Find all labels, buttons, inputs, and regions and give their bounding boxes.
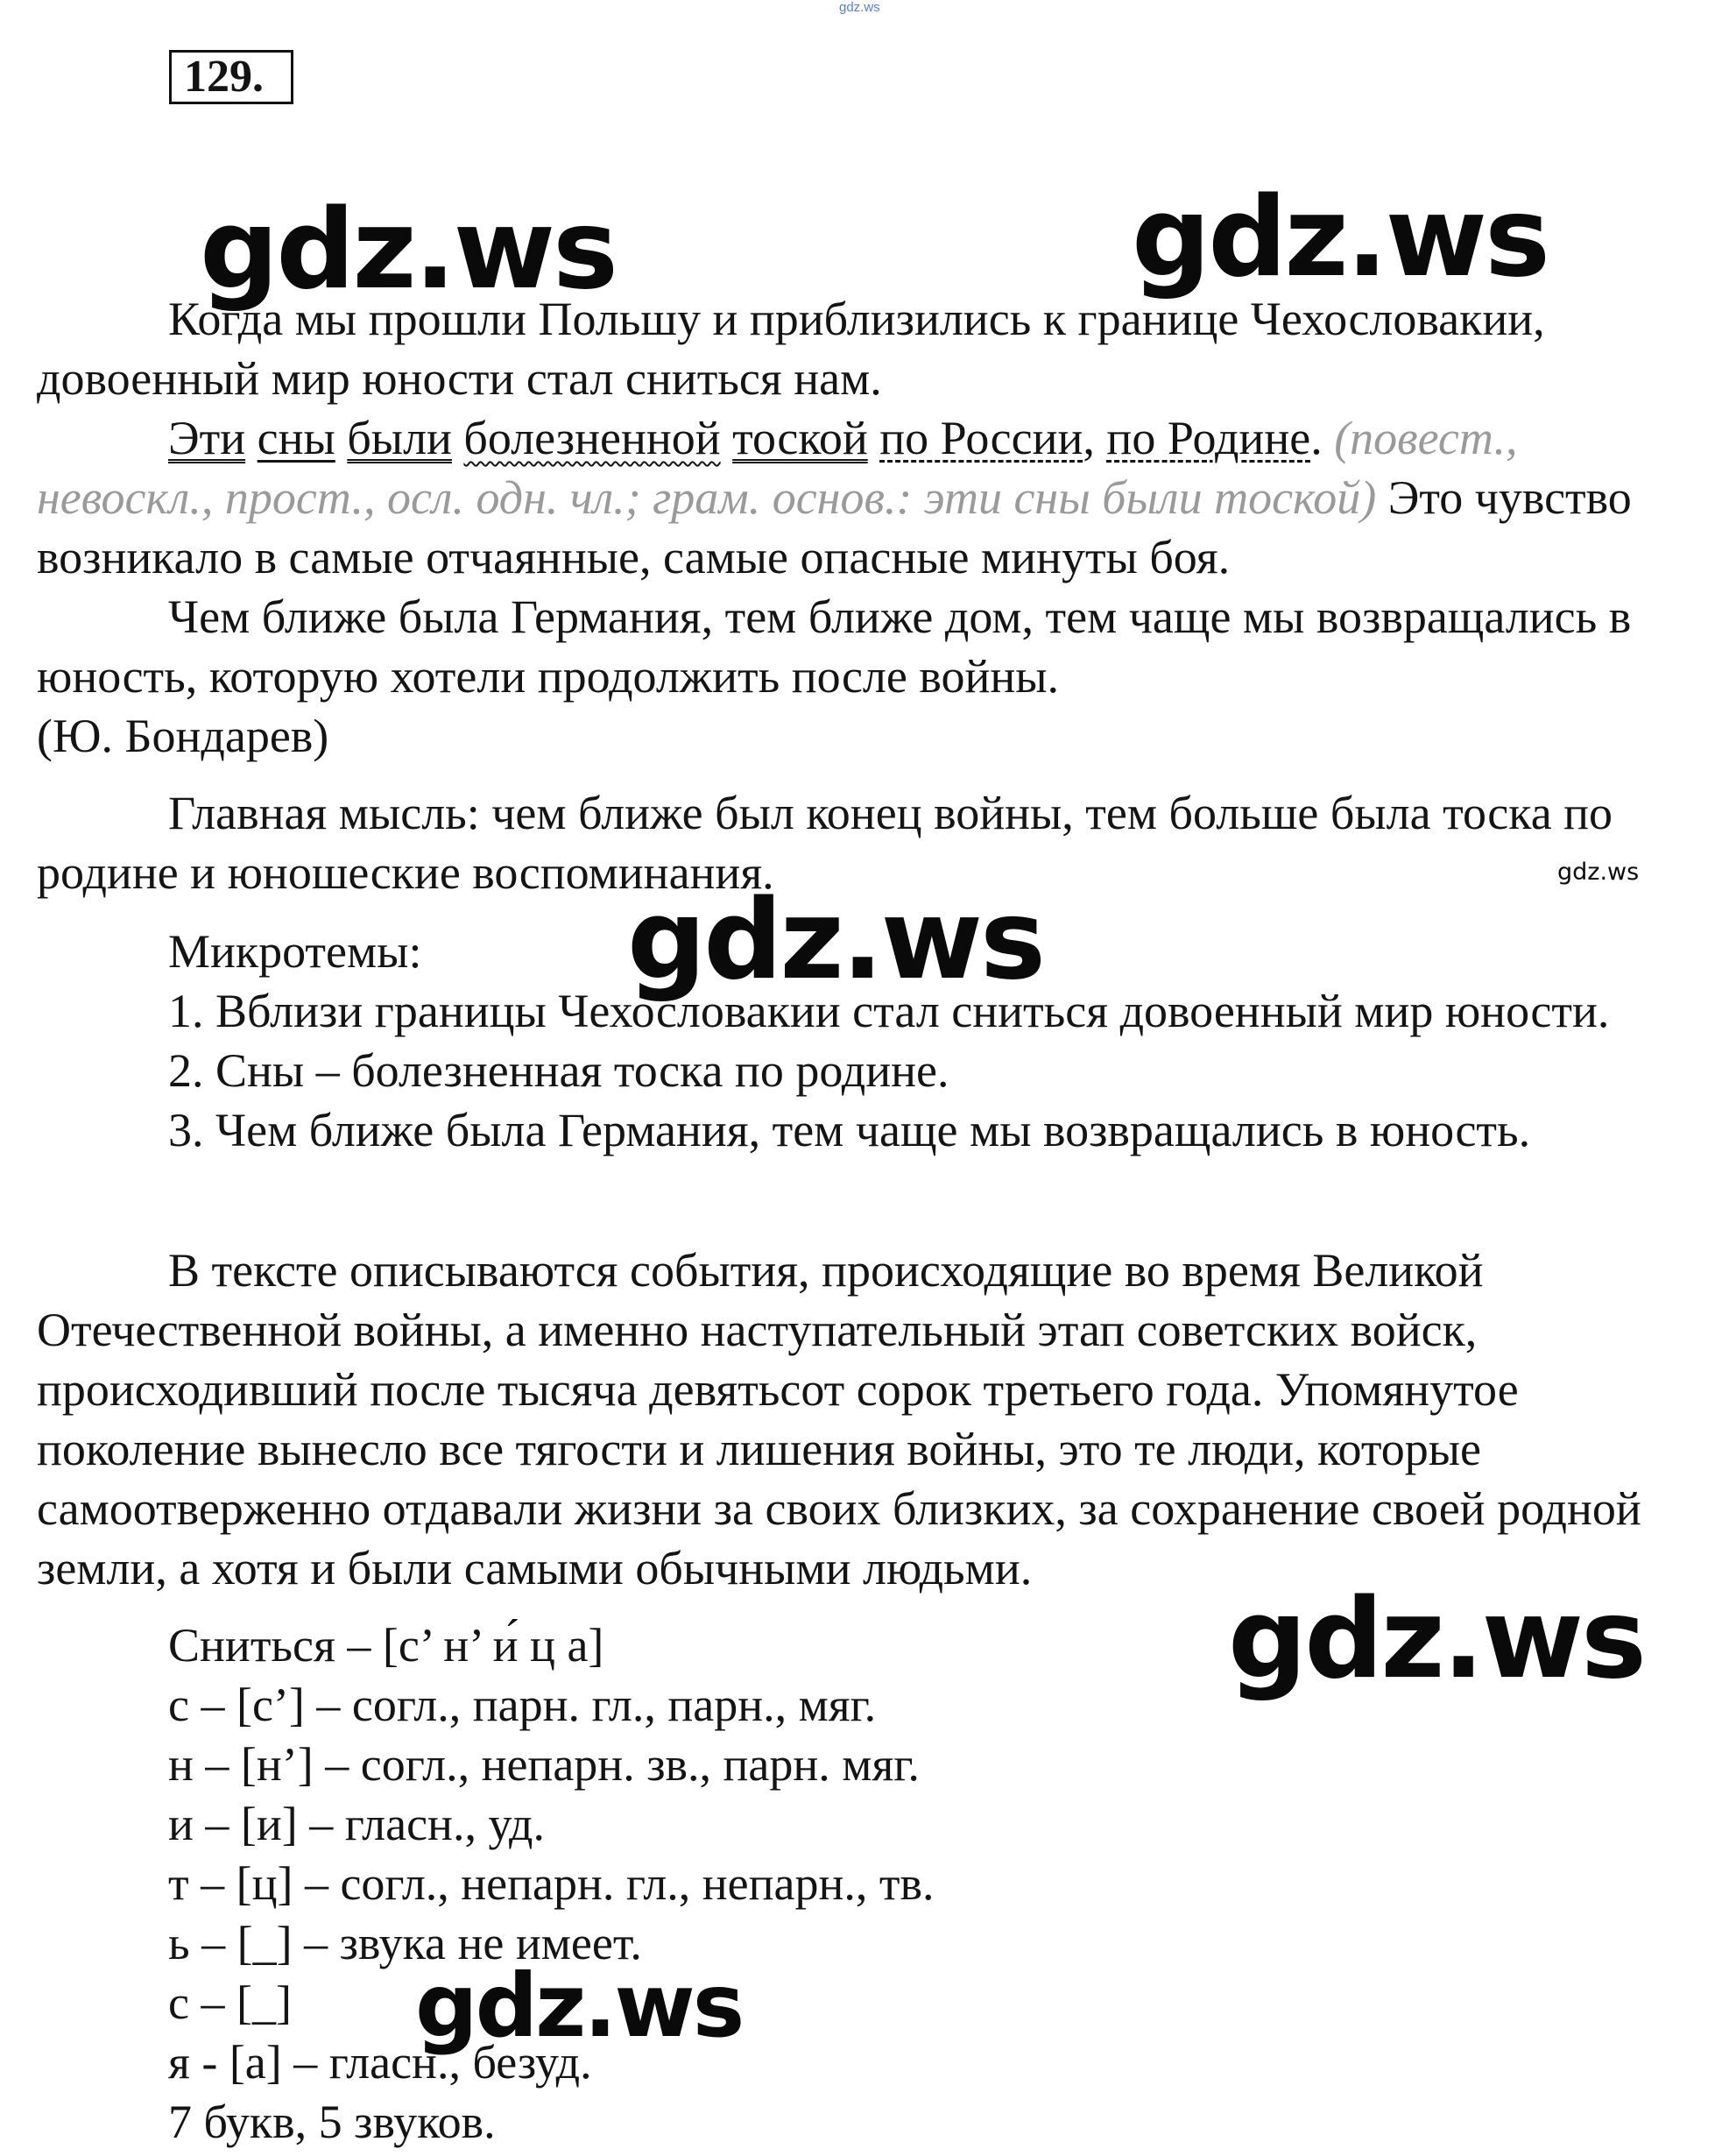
author: (Ю. Бондарев) xyxy=(37,710,329,762)
watermark: gdz.ws xyxy=(200,185,616,314)
watermark: gdz.ws xyxy=(627,875,1043,1004)
site-mark: gdz.ws xyxy=(839,0,880,15)
watermark: gdz.ws xyxy=(1557,859,1640,886)
parsed-word-predicate-noun: тоской xyxy=(732,412,868,464)
parsed-word-attribute: болезненной xyxy=(463,412,721,464)
exercise-number: 129. xyxy=(169,50,293,104)
microtheme-2: 2. Сны – болезненная тоска по родине. xyxy=(168,1044,949,1097)
watermark: gdz.ws xyxy=(1228,1574,1644,1703)
microtheme-1: 1. Вблизи границы Чехословакии стал сниться довоенный мир юности. xyxy=(168,985,1610,1037)
phonetic-line: я - [а] – гласн., безуд. xyxy=(168,2036,592,2089)
watermark: gdz.ws xyxy=(1132,173,1548,301)
parsed-word-subject-det: Эти xyxy=(168,412,246,464)
phonetic-line: с – [_] xyxy=(168,1976,292,2029)
context-paragraph xyxy=(37,1241,1690,1598)
main-idea-text: Главная мысль: чем ближе был конец войны, тем больше была тоска по родине и юношеские воспоминания. xyxy=(37,787,1613,899)
paragraph-3 xyxy=(37,587,1690,766)
parsed-word-predicate-verb: были xyxy=(347,412,452,464)
phonetic-line: с – [с’] – согл., парн. гл., парн., мяг. xyxy=(168,1679,877,1731)
phonetic-word: Сниться – [с’ н’ и́ ц а] xyxy=(168,1619,604,1672)
watermark: gdz.ws xyxy=(415,1955,743,2057)
parsed-word-object-2: по Родине xyxy=(1106,412,1311,464)
paragraph-1-text: Когда мы прошли Польшу и приблизились к границе Чехословакии, довоенный мир юности стал сниться нам. xyxy=(37,293,1545,405)
phonetic-line: н – [н’] – согл., непарн. зв., парн. мяг. xyxy=(168,1738,920,1791)
context-text: В тексте описываются события, происходящие во время Великой Отечественной войны, а именно наступательный этап советских войск, происходивший после тысяча девятьсот сорок третьего года. Упомянутое поколение вынесло все тягости и лишения войны, это те люди, которые самоотверженно отдавали жизни за своих близких, за сохранение своей родной земли, а хотя и были самыми обычными людьми. xyxy=(37,1244,1641,1594)
paragraph-2-text: Эти сны были болезненной тоской по России, по Родине. (повест., невоскл., прост., осл. одн. чл.; грам. основ.: эти сны были тоской) Это чувство возникало в самые отчаянные, самые опасные минуты боя. xyxy=(37,412,1632,583)
paragraph-2 xyxy=(37,408,1690,587)
parsed-word-object-1: по России xyxy=(879,412,1083,464)
phonetic-line: ь – [_] – звука не имеет. xyxy=(168,1917,642,1969)
phonetic-summary: 7 букв, 5 звуков. xyxy=(168,2096,496,2148)
phonetic-line: и – [и] – гласн., уд. xyxy=(168,1798,546,1850)
parsed-word-subject: сны xyxy=(257,412,335,464)
paragraph-3-text: Чем ближе была Германия, тем ближе дом, тем чаще мы возвращались в юность, которую хотели продолжить после войны. xyxy=(37,590,1632,703)
paragraph-2-rest: Это чувство возникало в самые отчаянные, самые опасные минуты боя. xyxy=(37,471,1632,583)
microtheme-3: 3. Чем ближе была Германия, тем чаще мы возвращались в юность. xyxy=(168,1104,1531,1156)
parse-note: (повест., невоскл., прост., осл. одн. чл.; грам. основ.: эти сны были тоской) xyxy=(37,412,1518,524)
microthemes-title: Микротемы: xyxy=(168,925,422,978)
phonetic-line: т – [ц] – согл., непарн. гл., непарн., тв. xyxy=(168,1857,935,1910)
